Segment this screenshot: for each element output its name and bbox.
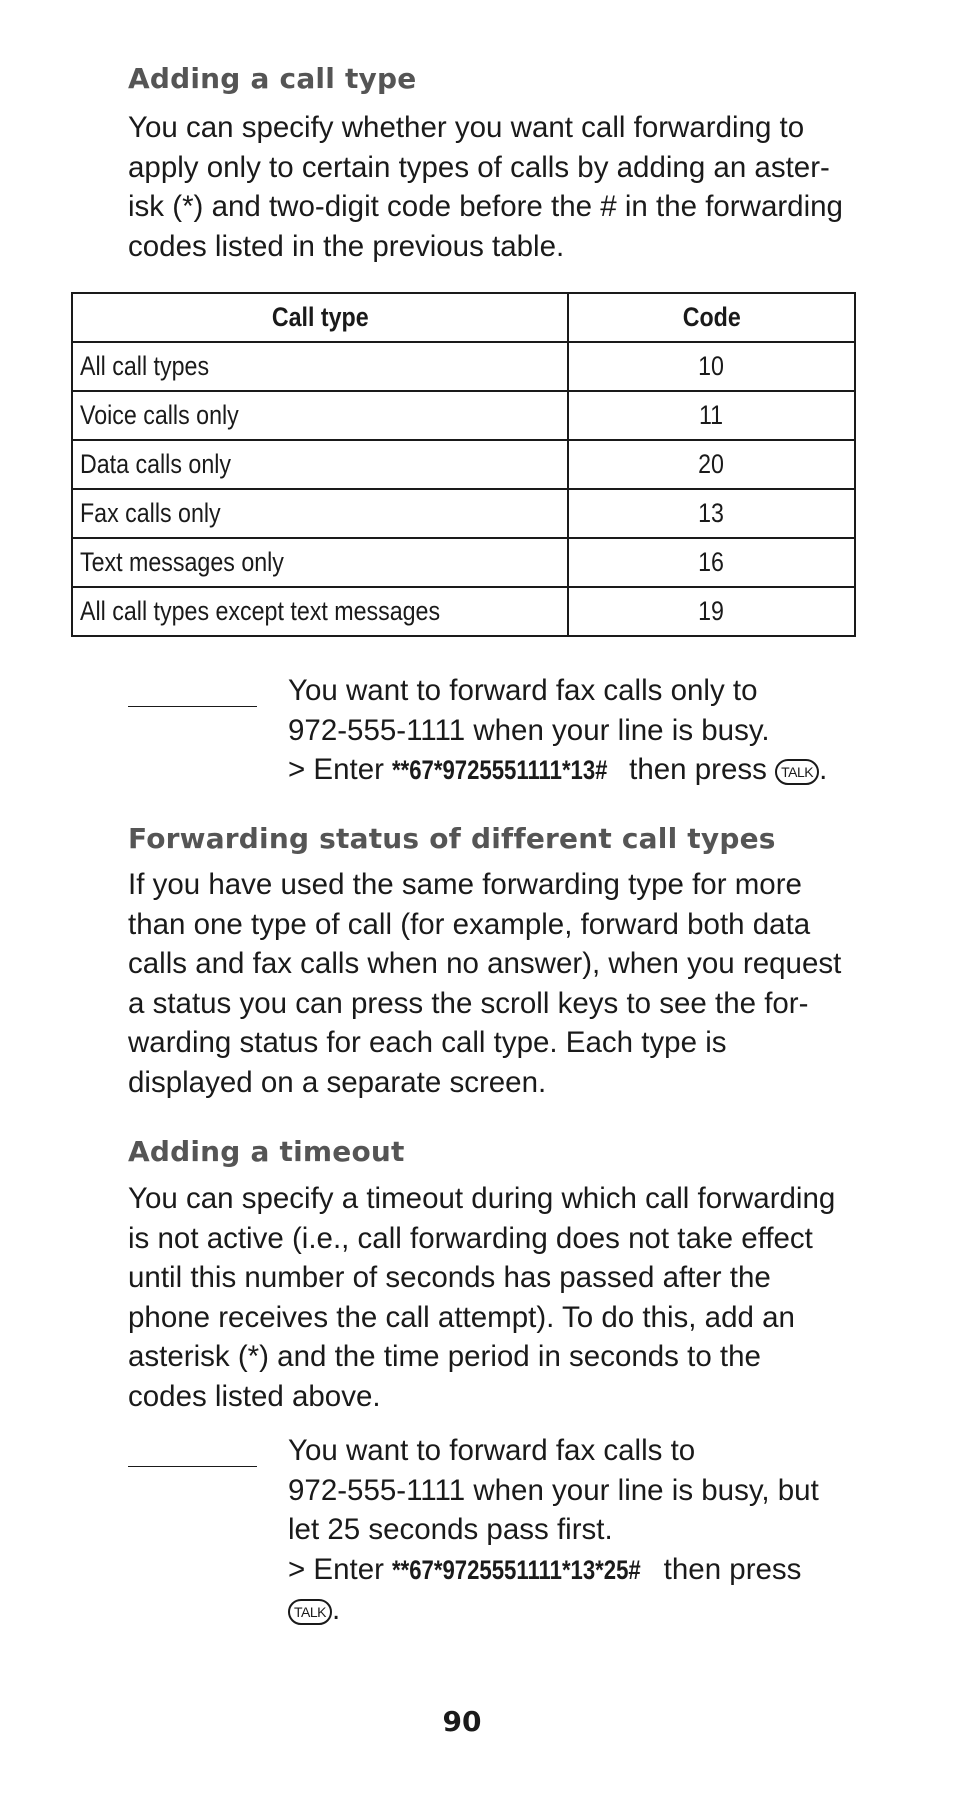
key-sequence: **67*9725551111*13*25# xyxy=(392,1554,641,1585)
call-type-cell: Text messages only xyxy=(72,538,568,587)
call-type-cell: Fax calls only xyxy=(72,489,568,538)
text-line: You want to forward fax calls only to xyxy=(288,674,758,707)
talk-key-icon: TALK xyxy=(775,759,819,785)
section-paragraph-adding-timeout xyxy=(128,1179,858,1416)
code-cell: 20 xyxy=(568,440,855,489)
then-press-text: then press xyxy=(655,1552,802,1586)
text-line: 972-555-1111 when your line is busy. xyxy=(288,713,770,747)
call-type-cell: Data calls only xyxy=(72,440,568,489)
call-type-cell: Voice calls only xyxy=(72,391,568,440)
section-heading-adding-call-type: Adding a call type xyxy=(128,62,417,95)
text-line: asterisk (*) and the time period in seconds to the xyxy=(128,1340,761,1373)
example-rule xyxy=(128,1466,257,1467)
column-header-call-type: Call type xyxy=(72,293,568,342)
table-row xyxy=(72,342,855,391)
text-line: until this number of seconds has passed after the xyxy=(128,1261,771,1294)
text-line: phone receives the call attempt). To do this, add an xyxy=(128,1300,795,1334)
enter-prefix: > Enter xyxy=(288,1552,393,1586)
section-heading-forwarding-status: Forwarding status of different call types xyxy=(128,822,776,855)
page-number: 90 xyxy=(442,1705,482,1738)
period: . xyxy=(331,1593,341,1626)
section-paragraph-adding-call-type xyxy=(128,108,858,266)
code-cell: 13 xyxy=(568,489,855,538)
text-line: codes listed above. xyxy=(128,1379,381,1413)
code-cell: 10 xyxy=(568,342,855,391)
text-line: If you have used the same forwarding type for more xyxy=(128,868,802,901)
text-line: isk (*) and two-digit code before the # in the forwarding xyxy=(128,190,843,223)
table-row xyxy=(72,587,855,636)
enter-instruction-line xyxy=(288,750,868,791)
example-rule xyxy=(128,706,257,707)
text-line: 972-555-1111 when your line is busy, but xyxy=(288,1473,819,1507)
code-cell: 16 xyxy=(568,538,855,587)
period: . xyxy=(819,753,828,786)
section-paragraph-forwarding-status xyxy=(128,865,858,1102)
text-line: You want to forward fax calls to xyxy=(288,1434,696,1467)
table-row xyxy=(72,440,855,489)
enter-instruction-line xyxy=(288,1550,868,1591)
text-line: displayed on a separate screen. xyxy=(128,1065,547,1099)
code-cell: 19 xyxy=(568,587,855,636)
table-row xyxy=(72,391,855,440)
column-header-code: Code xyxy=(568,293,855,342)
talk-key-icon: TALK xyxy=(288,1599,332,1625)
example-block-fax-busy-timeout xyxy=(128,1431,858,1641)
table-row xyxy=(72,489,855,538)
key-line xyxy=(288,1590,868,1630)
text-line: You can specify whether you want call forwarding to xyxy=(128,111,805,144)
text-line: a status you can press the scroll keys to see the for- xyxy=(128,986,809,1020)
call-type-cell: All call types except text messages xyxy=(72,587,568,636)
text-line: calls and fax calls when no answer), when you request xyxy=(128,947,842,980)
text-line: than one type of call (for example, forward both data xyxy=(128,907,811,941)
section-heading-adding-timeout: Adding a timeout xyxy=(128,1135,405,1168)
text-line: apply only to certain types of calls by adding an aster- xyxy=(128,150,830,184)
enter-prefix: > Enter xyxy=(288,753,393,786)
text-line: warding status for each call type. Each type is xyxy=(128,1026,727,1059)
code-cell: 11 xyxy=(568,391,855,440)
example-text xyxy=(288,671,868,791)
example-block-fax-busy xyxy=(128,671,858,801)
call-type-code-table xyxy=(71,292,856,637)
table-header-row xyxy=(72,293,855,342)
key-sequence: **67*9725551111*13# xyxy=(392,755,608,785)
text-line: You can specify a timeout during which call forwarding xyxy=(128,1182,836,1215)
table-row xyxy=(72,538,855,587)
text-line: let 25 seconds pass first. xyxy=(288,1513,613,1546)
text-line: codes listed in the previous table. xyxy=(128,229,565,263)
call-type-cell: All call types xyxy=(72,342,568,391)
then-press-text: then press xyxy=(620,753,776,786)
text-line: is not active (i.e., call forwarding does not take effect xyxy=(128,1221,813,1255)
example-text xyxy=(288,1431,868,1630)
